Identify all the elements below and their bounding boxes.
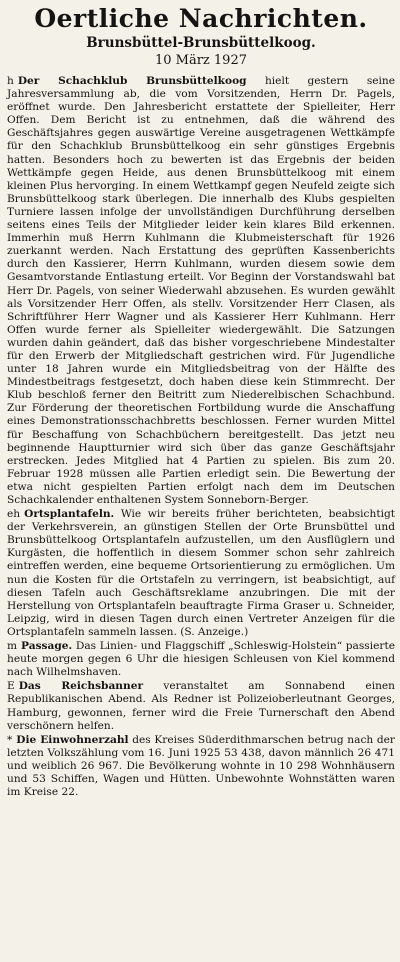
date-line: 10 März 1927 [154, 53, 247, 68]
article-lead: Die Einwohnerzahl [16, 733, 129, 746]
article-marker: h [7, 75, 14, 87]
article-lead: Passage. [21, 640, 73, 653]
article-lead: Das Reichsbanner [18, 680, 144, 693]
article-body: veranstaltet am Sonnabend einen Republikanischen Abend. Als Redner ist Polizeioberleutnant Georges, Hamburg, gewonnen, ferner wird die Freie Turnerschaft den Abend verschönern helfen. [7, 680, 395, 732]
article-ortsplantafeln [7, 508, 395, 639]
article-marker: eh [7, 508, 21, 521]
article-column [7, 75, 395, 799]
article-schachklub [7, 75, 395, 507]
article-reichsbanner [7, 680, 395, 732]
article-passage [7, 640, 395, 679]
article-body: Das Linien- und Flaggschiff „Schleswig-Holstein“ passierte heute morgen gegen 6 Uhr die hiesigen Schleusen von Kiel kommend nach Wilhelmshaven. [7, 640, 395, 679]
subhead: Brunsbüttel-Brunsbüttelkoog. [86, 35, 316, 51]
article-marker: * [7, 733, 13, 746]
article-lead: Der Schachklub Brunsbüttelkoog [17, 75, 247, 87]
article-body: des Kreises Süderdithmarschen betrug nach der letzten Volkszählung vom 16. Juni 1925 53 438, davon männlich 26 471 und weiblich 26 967. Die Bevölkerung wohnte in 10 298 Wohnhäusern und 53 Schiffen, Wagen und Hütten. Unbewohnte Wohnstätten waren im Kreise 22. [7, 733, 395, 799]
headline: Oertliche Nachrichten. [34, 4, 368, 33]
article-einwohnerzahl [7, 734, 395, 799]
article-body: hielt gestern seine Jahresversammlung ab, die vom Vorsitzenden, Herrn Dr. Pagels, eröffnet wurde. Den Jahresbericht erstattete der Spielleiter, Herr Offen. Dem Bericht ist zu entnehmen, daß die während des Geschäftsjahres gegen auswärtige Vereine ausgetragenen Wettkämpfe für den Schachklub Brunsbüttelkoog ein sehr günstiges Ergebnis hatten. Besonders hoch zu bewerten ist das Ergebnis der beiden Wettkämpfe gegen Heide, aus denen Brunsbüttelkoog mit einem kleinen Plus hervorging. In einem Wettkampf gegen Neufeld zeigte sich Brunsbüttelkoog stark überlegen. Die innerhalb des Klubs gespielten Turniere lassen infolge der unvollständigen Durchführung derselben seitens eines Teils der Mitglieder leider kein klares Bild erkennen. Immerhin muß Herrn Kuhlmann die Klubmeisterschaft für 1926 zuerkannt werden. Nach Erstattung des geprüften Kassenberichts durch den Kassierer, Herrn Kuhlmann, wurden diesem sowie dem Gesamtvorstande Entlastung erteilt. Vor Beginn der Vorstandswahl bat Herr Dr. Pagels, von seiner Wiederwahl abzusehen. Es wurden gewählt als Vorsitzender Herr Offen, als stellv. Vorsitzender Herr Clasen, als Schriftführer Herr Wagner und als Kassierer Herr Kuhlmann. Herr Offen wurde ferner als Spielleiter wiedergewählt. Die Satzungen wurden dahin geändert, daß das bisher vorgeschriebene Mindestalter für den Erwerb der Mitgliedschaft gestrichen wird. Für Jugendliche unter 18 Jahren wurde ein Mitgliedsbeitrag von der Hälfte des Mindestbeitrags festgesetzt, doch haben diese kein Stimmrecht. Der Klub beschloß ferner den Beitritt zum Niederelbischen Schachbund. Zur Förderung der theoretischen Fortbildung wurde die Anschaffung eines Demonstrationsschachbretts beschlossen. Ferner wurden Mittel für Beschaffung von Schachbüchern bereitgestellt. Das jetzt neu beginnende Hauptturnier wird sich über das ganze Geschäftsjahr erstrecken. Jedes Mitglied hat 4 Partien zu spielen. Bis zum 20. Februar 1928 müssen alle Partien erledigt sein. Die Bewertung der etwa nicht gespielten Partien erfolgt nach dem im Deutschen Schachkalender enthaltenen System Sonneborn-Berger. [7, 75, 396, 506]
article-marker: m [7, 640, 18, 653]
article-marker: E [7, 680, 15, 693]
article-body: Wie wir bereits früher berichteten, beabsichtigt der Verkehrsverein, an günstigen Stellen der Orte Brunsbüttel und Brunsbüttelkoog Ortsplantafeln aufzustellen, um den Ausflüglern und Kurgästen, die hoffentlich in diesem Sommer schon sehr zahlreich eintreffen werden, eine bequeme Ortsorientierung zu ermöglichen. Um nun die Kosten für die Ortstafeln zu verringern, ist beabsichtigt, auf diesen Tafeln auch Geschäftsreklame anzubringen. Die mit der Herstellung von Ortsplantafeln beauftragte Firma Graser u. Schneider, Leipzig, wird in diesen Tagen durch einen Vertreter Anzeigen für die Ortsplantafeln sammeln lassen. (S. Anzeige.) [7, 508, 395, 638]
article-lead: Ortsplantafeln. [24, 508, 115, 521]
